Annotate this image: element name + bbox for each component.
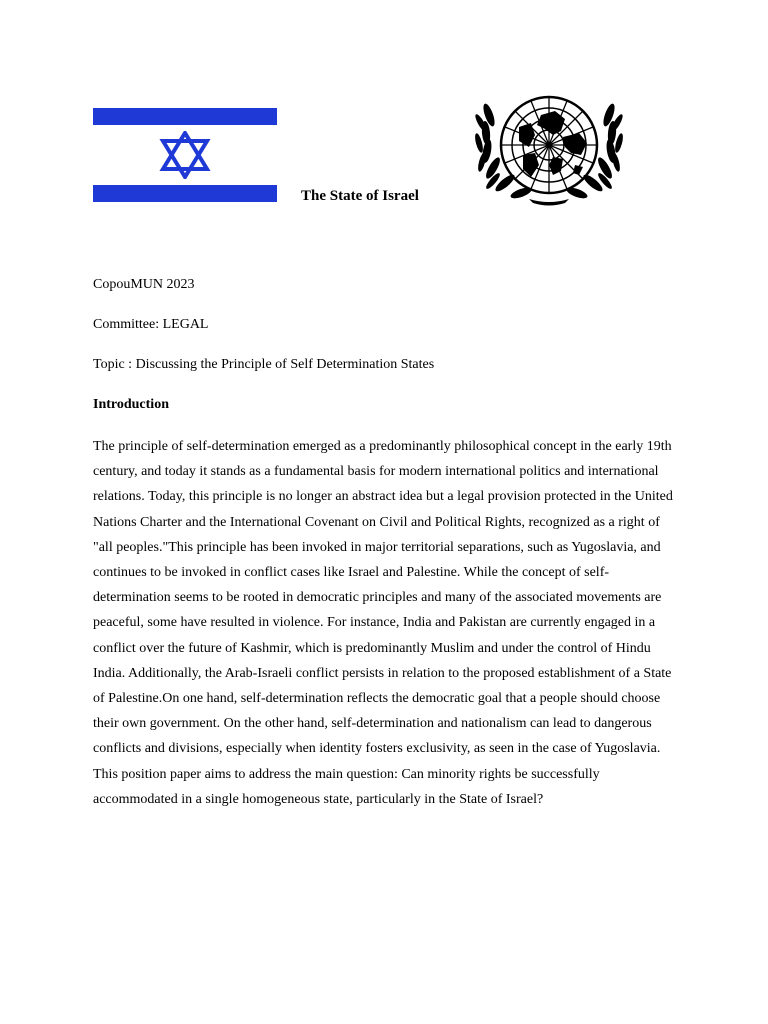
israel-flag-icon [93, 108, 277, 202]
un-emblem-icon [475, 87, 623, 207]
star-of-david-icon [158, 131, 212, 179]
document-title: The State of Israel [301, 188, 419, 204]
flag-stripe-top [93, 108, 277, 125]
conference-line: CopouMUN 2023 [93, 277, 195, 292]
topic-line: Topic : Discussing the Principle of Self Determination States [93, 357, 435, 372]
flag-stripe-bottom [93, 185, 277, 202]
section-heading: Introduction [93, 397, 169, 412]
introduction-paragraph: The principle of self-determination emerged as a predominantly philosophical concept in the early 19th century, and today it stands as a fundamental basis for modern international politics and international relations. Today, this principle is no longer an abstract idea but a legal provision protected in the United Nations Charter and the International Covenant on Civil and Political Rights, recognized as a right of "all peoples."This principle has been invoked in major territorial separations, such as Yugoslavia, and continues to be invoked in conflict cases like Israel and Palestine. While the concept of self-determination seems to be rooted in democratic principles and many of the associated movements are peaceful, some have resulted in violence. For instance, India and Pakistan are currently engaged in a conflict over the future of Kashmir, which is predominantly Muslim and under the control of Hindu India. Additionally, the Arab-Israeli conflict persists in relation to the proposed establishment of a State of Palestine.On one hand, self-determination reflects the democratic goal that a people should choose their own government. On the other hand, self-determination and nationalism can lead to dangerous conflicts and divisions, especially when identity fosters exclusivity, as seen in the case of Yugoslavia. This position paper aims to address the main question: Can minority rights be successfully accommodated in a single homogeneous state, particularly in the State of Israel? [93, 439, 673, 807]
committee-line: Committee: LEGAL [93, 317, 209, 332]
